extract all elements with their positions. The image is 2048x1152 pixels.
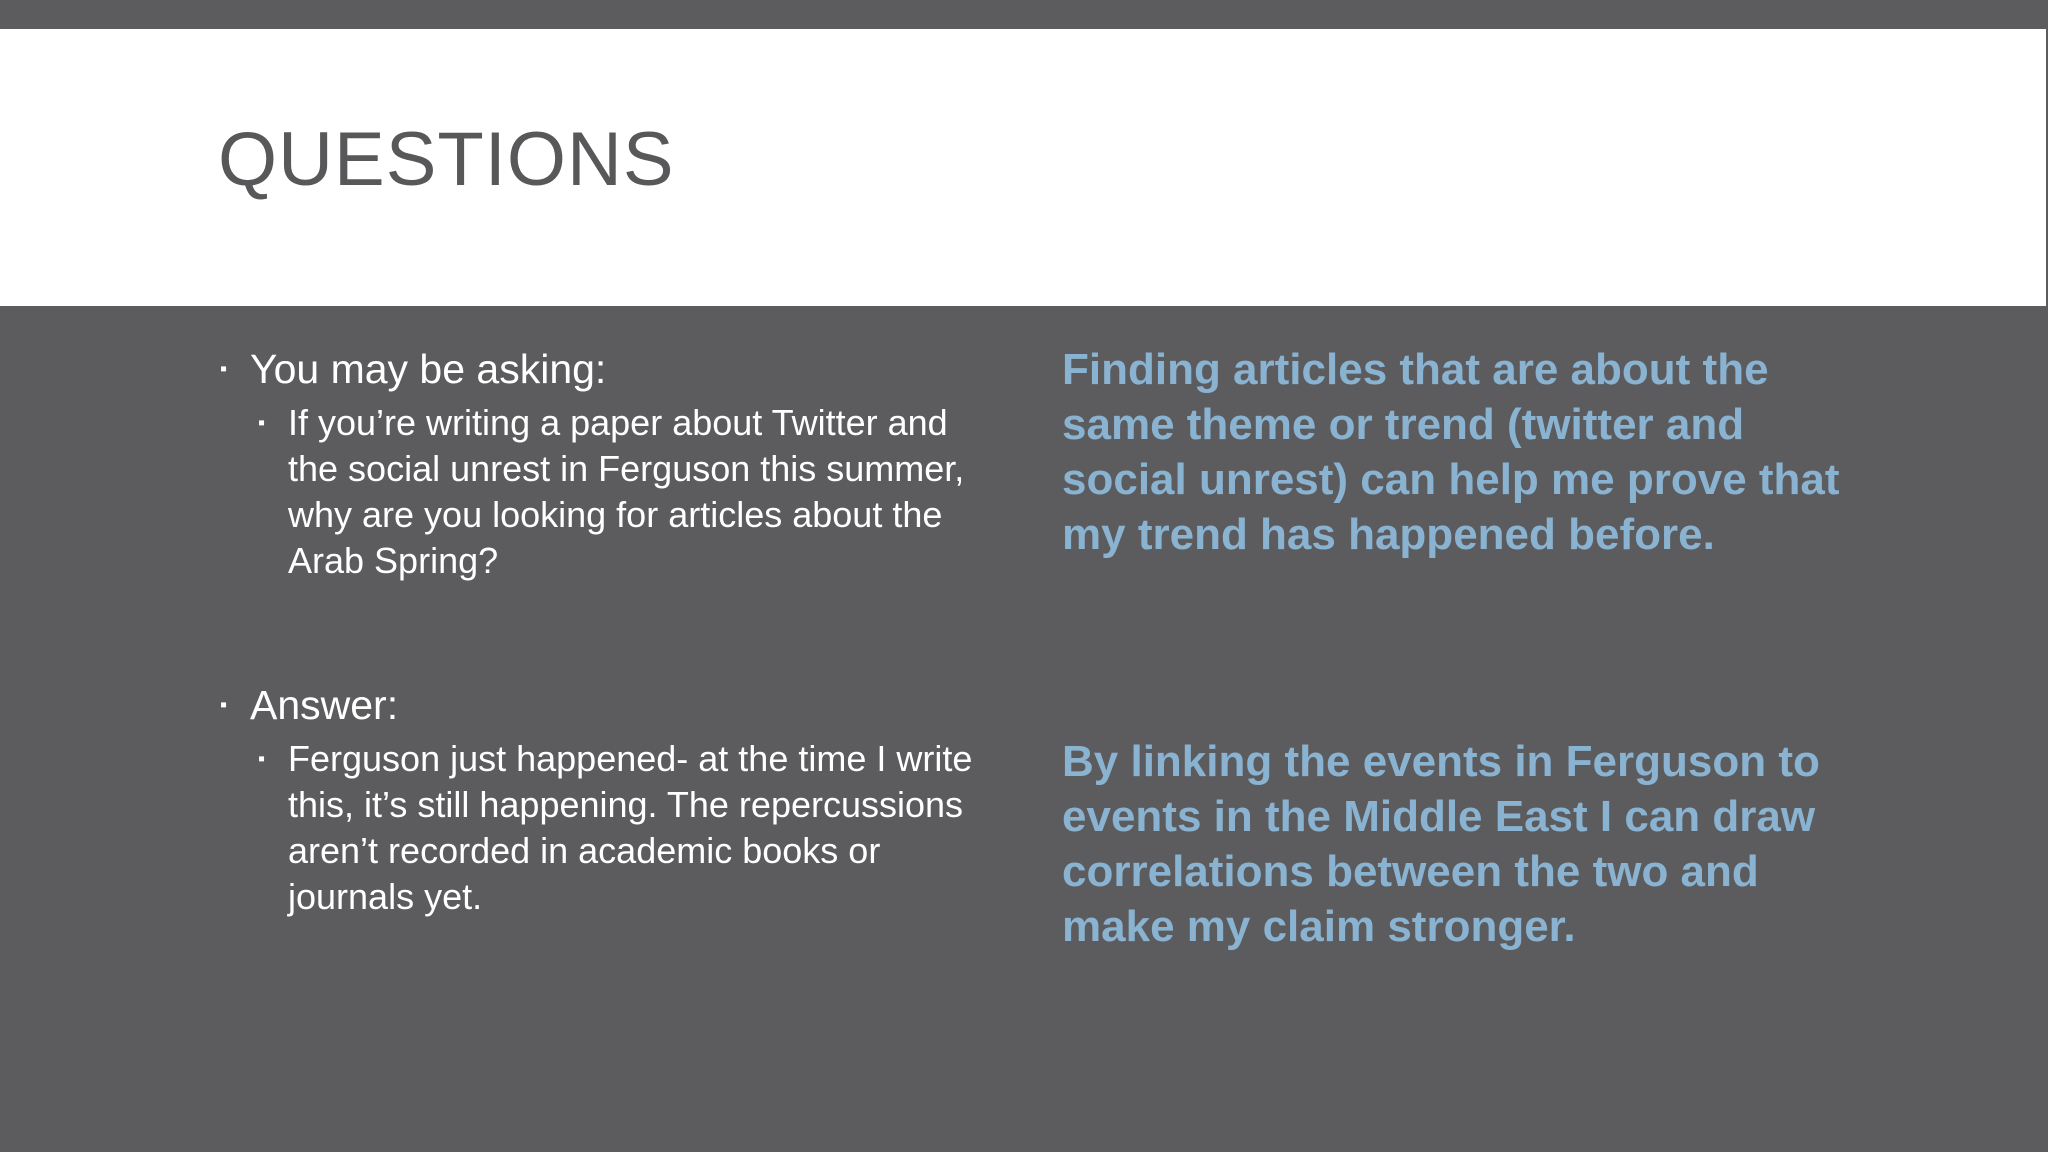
bullet-icon: ▪	[220, 694, 228, 716]
question-text-item	[256, 400, 978, 584]
explanation-paragraph-2: By linking the events in Ferguson to events in the Middle East I can draw correlations between the two and make my claim stronger.	[1062, 737, 1820, 951]
answer-heading-item	[218, 676, 978, 734]
bullet-icon: ▪	[258, 412, 266, 434]
bullet-icon: ▪	[220, 358, 228, 380]
left-column	[218, 340, 978, 917]
question-heading-item	[218, 340, 978, 398]
slide-title: QUESTIONS	[218, 117, 675, 202]
answer-text: Ferguson just happened- at the time I write this, it’s still happening. The repercussions aren’t recorded in academic books or journals yet.	[288, 738, 973, 917]
answer-text-item	[256, 736, 978, 920]
question-block	[218, 340, 978, 584]
question-heading: You may be asking:	[250, 346, 607, 392]
explanation-paragraph-1: Finding articles that are about the same theme or trend (twitter and social unrest) can help me prove that my trend has happened before.	[1062, 345, 1840, 559]
answer-heading: Answer:	[250, 682, 399, 728]
question-text: If you’re writing a paper about Twitter and the social unrest in Ferguson this summer, why are you looking for articles about the Arab Spring?	[288, 402, 965, 581]
bullet-icon: ▪	[258, 748, 266, 770]
answer-block	[218, 676, 978, 920]
